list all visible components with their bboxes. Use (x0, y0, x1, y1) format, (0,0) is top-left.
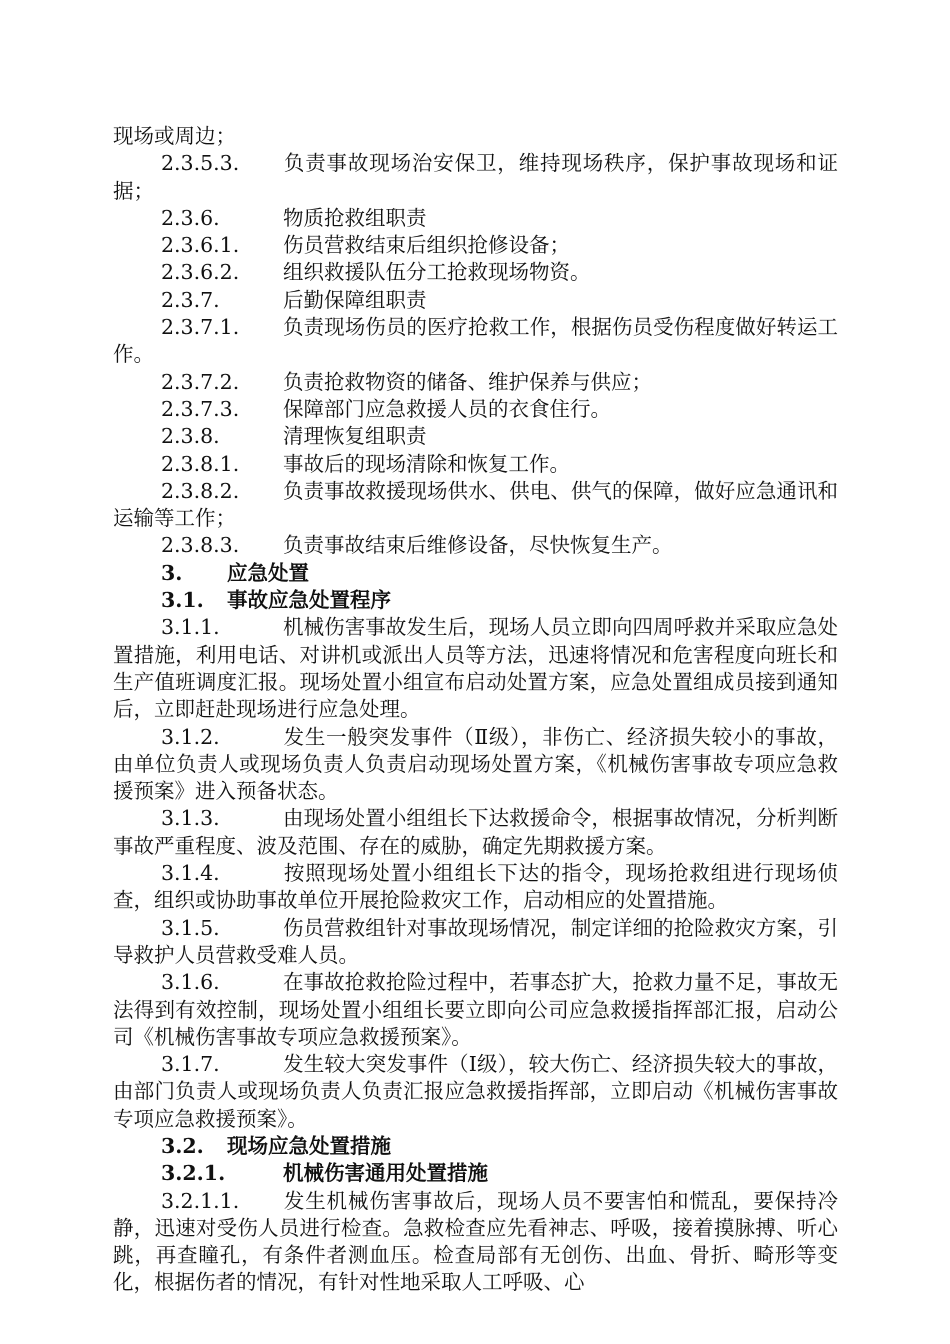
section-title: 机械伤害通用处置措施 (283, 1161, 488, 1186)
paragraph (113, 1051, 838, 1133)
paragraph (113, 205, 838, 232)
paragraph-text: 负责现场伤员的医疗抢救工作，根据伤员受伤程度做好转运工作。 (113, 315, 838, 367)
clause-number: 2.3.8.1. (161, 451, 240, 476)
clause-number: 3.1.6. (161, 970, 220, 995)
clause-number: 2.3.6.2. (161, 260, 240, 285)
paragraph (113, 805, 838, 860)
clause-number: 3.1.5. (161, 915, 220, 940)
clause-number: 2.3.8.3. (161, 533, 240, 558)
section-number: 3.1. (161, 588, 204, 613)
paragraph (113, 314, 838, 369)
section-number: 3. (161, 560, 183, 585)
clause-number: 3.1.1. (161, 615, 220, 640)
clause-number: 2.3.7. (161, 287, 220, 312)
clause-number: 2.3.6.1. (161, 233, 240, 258)
section-title: 现场应急处置措施 (227, 1133, 391, 1158)
paragraph-text: 物质抢救组职责 (283, 205, 427, 230)
paragraph-text: 伤员营救结束后组织抢修设备； (283, 233, 570, 258)
paragraph (113, 123, 838, 150)
clause-number: 2.3.7.2. (161, 369, 240, 394)
paragraph (113, 287, 838, 314)
clause-number: 3.1.3. (161, 806, 220, 831)
paragraph-text: 现场或周边； (113, 124, 236, 148)
paragraph-text: 清理恢复组职责 (283, 424, 427, 449)
paragraph-text: 在事故抢救抢险过程中，若事态扩大，抢救力量不足，事故无法得到有效控制，现场处置小组组长要立即向公司应急救援指挥部汇报，启动公司《机械伤害事故专项应急救援预案》。 (113, 970, 838, 1049)
paragraph (113, 396, 838, 423)
paragraph-text: 发生机械伤害事故后，现场人员不要害怕和慌乱，要保持冷静，迅速对受伤人员进行检查。急救检查应先看神志、呼吸，接着摸脉搏、听心跳，再查瞳孔，有条件者测血压。检查局部有无创伤、出血、骨折、畸形等变化，根据伤者的情况，有针对性地采取人工呼吸、心 (113, 1188, 838, 1295)
clause-number: 3.1.4. (161, 861, 220, 886)
section-title: 应急处置 (227, 560, 309, 585)
paragraph (113, 724, 838, 806)
paragraph (113, 259, 838, 286)
paragraph-text: 后勤保障组职责 (283, 287, 427, 312)
section-heading (113, 1133, 838, 1160)
paragraph-text: 负责事故结束后维修设备，尽快恢复生产。 (283, 533, 673, 558)
clause-number: 2.3.8. (161, 424, 220, 449)
paragraph (113, 532, 838, 559)
paragraph-text: 负责事故救援现场供水、供电、供气的保障，做好应急通讯和运输等工作； (113, 478, 838, 531)
paragraph (113, 860, 838, 915)
clause-number: 2.3.5.3. (161, 151, 240, 176)
document-body (113, 123, 838, 1297)
clause-number: 2.3.7.3. (161, 396, 240, 421)
clause-number: 2.3.6. (161, 205, 220, 230)
paragraph-text: 发生一般突发事件（Ⅱ级），非伤亡、经济损失较小的事故，由单位负责人或现场负责人负责启动现场处置方案，《机械伤害事故专项应急救援预案》进入预备状态。 (113, 724, 838, 804)
paragraph (113, 369, 838, 396)
section-number: 3.2. (161, 1133, 204, 1158)
section-title: 事故应急处置程序 (227, 588, 391, 613)
paragraph-text: 机械伤害事故发生后，现场人员立即向四周呼救并采取应急处置措施，利用电话、对讲机或派出人员等方法，迅速将情况和危害程度向班长和生产值班调度汇报。现场处置小组宣布启动处置方案，应急处置组成员接到通知后，立即赶赴现场进行应急处理。 (113, 615, 838, 722)
paragraph (113, 614, 838, 723)
clause-number: 3.2.1.1. (161, 1188, 240, 1213)
clause-number: 3.1.7. (161, 1052, 220, 1077)
section-number: 3.2.1. (161, 1161, 226, 1186)
paragraph (113, 1188, 838, 1297)
paragraph (113, 150, 838, 205)
paragraph (113, 969, 838, 1051)
paragraph (113, 423, 838, 450)
paragraph-text: 事故后的现场清除和恢复工作。 (283, 451, 570, 476)
paragraph-text: 负责事故现场治安保卫，维持现场秩序，保护事故现场和证据； (113, 151, 838, 203)
paragraph-text: 由现场处置小组组长下达救援命令，根据事故情况，分析判断事故严重程度、波及范围、存在的威胁，确定先期救援方案。 (113, 806, 838, 858)
section-heading (113, 587, 838, 614)
paragraph (113, 478, 838, 533)
paragraph-text: 伤员营救组针对事故现场情况，制定详细的抢险救灾方案，引导救护人员营救受难人员。 (113, 915, 838, 967)
clause-number: 2.3.7.1. (161, 315, 240, 340)
paragraph (113, 451, 838, 478)
clause-number: 2.3.8.2. (161, 478, 240, 503)
paragraph-text: 按照现场处置小组组长下达的指令，现场抢救组进行现场侦查，组织或协助事故单位开展抢险救灾工作，启动相应的处置措施。 (113, 861, 838, 913)
paragraph-text: 组织救援队伍分工抢救现场物资。 (283, 260, 591, 285)
paragraph-text: 发生较大突发事件（Ⅰ级），较大伤亡、经济损失较大的事故，由部门负责人或现场负责人负责汇报应急救援指挥部，立即启动《机械伤害事故专项应急救援预案》。 (113, 1052, 838, 1131)
section-heading (113, 1160, 838, 1187)
clause-number: 3.1.2. (161, 724, 220, 749)
section-heading (113, 560, 838, 587)
paragraph (113, 915, 838, 970)
paragraph-text: 负责抢救物资的储备、维护保养与供应； (283, 369, 652, 394)
paragraph-text: 保障部门应急救援人员的衣食住行。 (283, 396, 611, 421)
paragraph (113, 232, 838, 259)
